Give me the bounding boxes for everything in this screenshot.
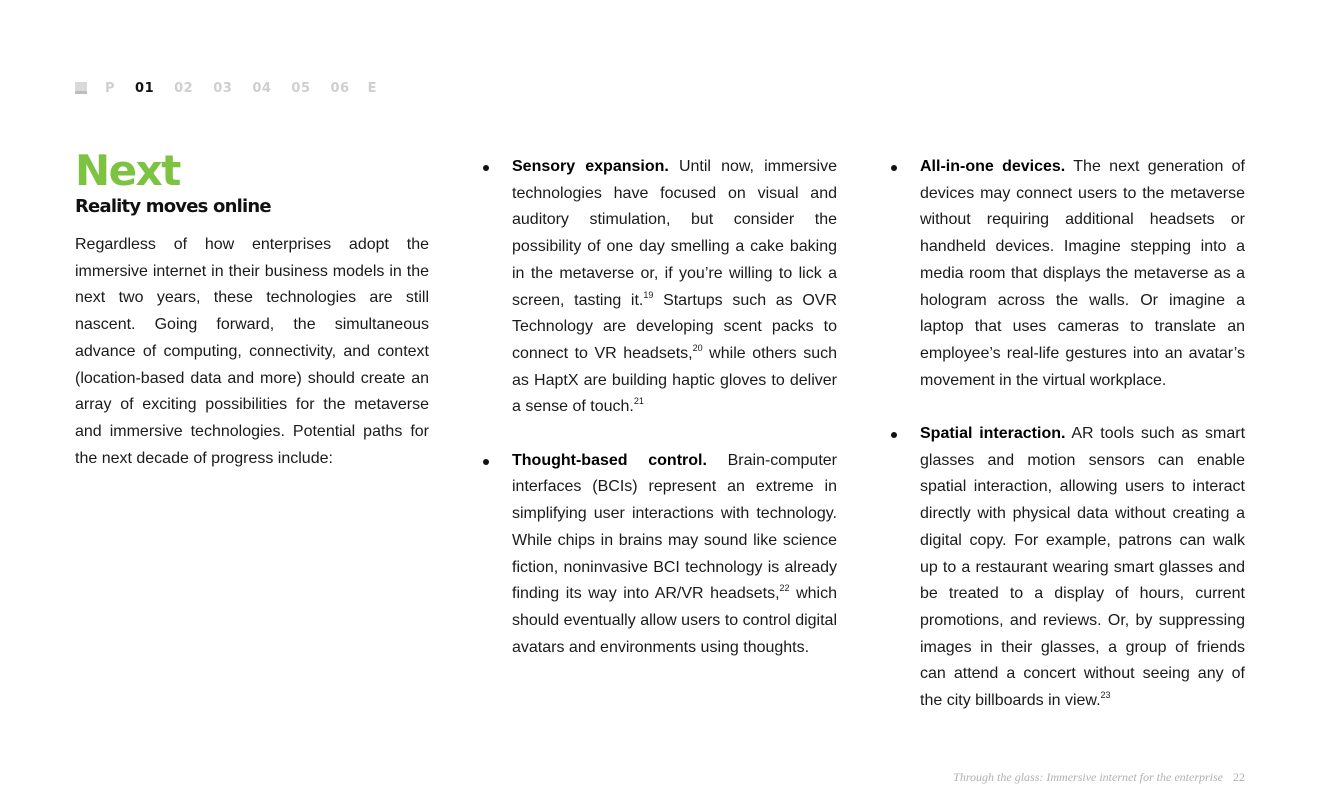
nav-item-e[interactable]: E xyxy=(367,80,377,96)
bullet-lead: All-in-one devices. xyxy=(920,158,1066,175)
nav-item-06[interactable]: 06 xyxy=(330,80,350,96)
home-icon[interactable] xyxy=(75,82,87,94)
nav-item-01[interactable]: 01 xyxy=(135,80,155,96)
bullet-lead: Thought-based control. xyxy=(512,451,707,469)
bullet-all-in-one-devices xyxy=(920,154,1245,394)
nav-item-04[interactable]: 04 xyxy=(252,80,272,96)
bullet-lead: Spatial interaction. xyxy=(920,425,1066,443)
footnote-ref[interactable]: 21 xyxy=(633,396,644,407)
bullets-column-middle xyxy=(512,154,837,688)
page-footer xyxy=(953,770,1245,785)
bullet-text: AR tools such as smart glasses and motion sensors can enable spatial interaction, allowing users to interact directly with physical data without creating a digital copy. For example, patrons can walk up to a restaurant wearing smart glasses and be treated to a display of hours, current promotions, and reviews. Or, by suppressing images in their glasses, a group of friends can attend a concert without seeing any of the city billboards in view. xyxy=(920,425,1246,710)
bullet-lead: Sensory expansion. xyxy=(512,158,669,175)
footnote-ref[interactable]: 20 xyxy=(692,342,703,353)
intro-column xyxy=(75,148,429,472)
intro-paragraph: Regardless of how enterprises adopt the immersive internet in their business models in the next two years, these technologies are still nascent. Going forward, the simultaneous advance of computing, connectivity, and context (location-based data and more) should create an array of exciting possibilities for the metaverse and immersive technologies. Potential paths for the next decade of progress include: xyxy=(75,236,429,467)
page-title: Next xyxy=(75,146,180,195)
bullet-text: which should eventually allow users to control digital avatars and environments using thoughts. xyxy=(512,585,837,656)
bullet-text: The next generation of devices may connect users to the metaverse without requiring additional headsets or handheld devices. Imagine stepping into a media room that displays the metaverse as a hologram across the walls. Or imagine a laptop that uses cameras to translate an employee’s real-life gestures into an avatar’s movement in the virtual workplace. xyxy=(920,158,1246,389)
footnote-ref[interactable]: 23 xyxy=(1100,690,1111,701)
footer-title: Through the glass: Immersive internet for the enterprise xyxy=(953,770,1223,784)
bullet-sensory-expansion xyxy=(512,154,837,421)
bullet-spatial-interaction xyxy=(920,421,1245,715)
bullets-column-right xyxy=(920,154,1245,741)
bullet-thought-based-control xyxy=(512,448,837,662)
nav-item-05[interactable]: 05 xyxy=(291,80,311,96)
bullet-text: Until now, immersive technologies have focused on visual and auditory stimulation, but consider the possibility of one day smelling a cake baking in the metaverse or, if you’re willing to lick a screen, tasting it. xyxy=(512,158,837,309)
bullet-text: Startups such as OVR Technology are developing scent packs to connect to VR headsets, xyxy=(512,291,838,362)
bullet-text: Brain-computer interfaces (BCIs) represent an extreme in simplifying user interactions with technology. While chips in brains may sound like science fiction, noninvasive BCI technology is already finding its way into AR/VR headsets, xyxy=(512,451,837,603)
nav-item-02[interactable]: 02 xyxy=(174,80,194,96)
section-nav xyxy=(75,79,377,97)
page-subtitle: Reality moves online xyxy=(75,196,271,217)
footnote-ref[interactable]: 22 xyxy=(779,583,790,594)
nav-item-03[interactable]: 03 xyxy=(213,80,233,96)
page-number: 22 xyxy=(1233,770,1245,784)
bullet-text: while others such as HaptX are building haptic gloves to deliver a sense of touch. xyxy=(512,344,838,416)
footnote-ref[interactable]: 19 xyxy=(643,289,654,300)
nav-item-p[interactable]: P xyxy=(105,80,116,96)
